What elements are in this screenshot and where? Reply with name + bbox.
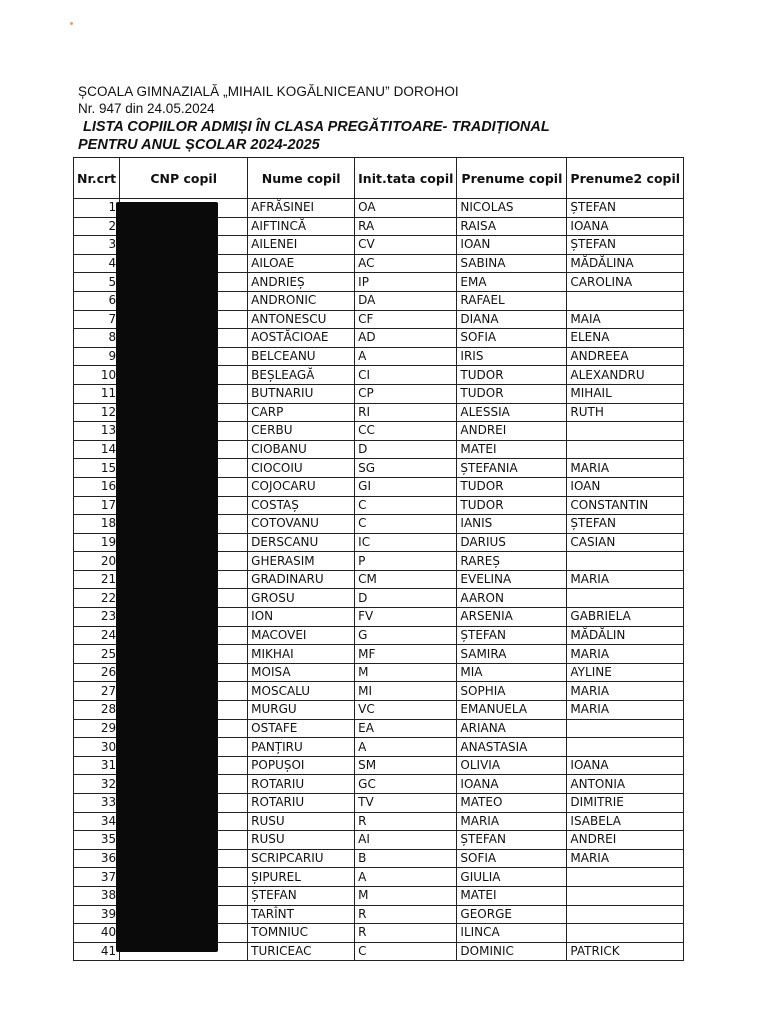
nume-cell: AOSTĂCIOAE — [248, 329, 355, 348]
init-tata-cell: G — [355, 626, 457, 645]
nr-cell: 8 — [74, 329, 120, 348]
prenume2-cell: IOANA — [567, 756, 684, 775]
prenume2-cell: MARIA — [567, 701, 684, 720]
prenume-cell: EMANUELA — [457, 701, 567, 720]
prenume2-cell: MARIA — [567, 645, 684, 664]
init-tata-cell: CI — [355, 366, 457, 385]
prenume2-cell: PATRICK — [567, 942, 684, 961]
nr-cell: 38 — [74, 886, 120, 905]
nr-cell: 21 — [74, 570, 120, 589]
nr-cell: 22 — [74, 589, 120, 608]
prenume2-cell — [567, 291, 684, 310]
init-tata-cell: R — [355, 905, 457, 924]
init-tata-cell: A — [355, 738, 457, 757]
nr-cell: 20 — [74, 552, 120, 571]
nr-cell: 10 — [74, 366, 120, 385]
init-tata-cell: R — [355, 924, 457, 943]
prenume2-cell: CASIAN — [567, 533, 684, 552]
prenume-cell: DOMINIC — [457, 942, 567, 961]
prenume-cell: TUDOR — [457, 477, 567, 496]
nume-cell: TARÎNT — [248, 905, 355, 924]
prenume-cell: ANDREI — [457, 422, 567, 441]
prenume-cell: IANIS — [457, 515, 567, 534]
init-tata-cell: IC — [355, 533, 457, 552]
nume-cell: GROSU — [248, 589, 355, 608]
nr-cell: 2 — [74, 217, 120, 236]
prenume2-cell — [567, 422, 684, 441]
nume-cell: ANTONESCU — [248, 310, 355, 329]
nume-cell: MIKHAI — [248, 645, 355, 664]
prenume2-cell: ELENA — [567, 329, 684, 348]
nr-cell: 7 — [74, 310, 120, 329]
init-tata-cell: GI — [355, 477, 457, 496]
nr-cell: 17 — [74, 496, 120, 515]
document-title-line2: PENTRU ANUL ȘCOLAR 2024-2025 — [78, 137, 320, 153]
init-tata-cell: A — [355, 347, 457, 366]
nr-cell: 24 — [74, 626, 120, 645]
nume-cell: ROTARIU — [248, 775, 355, 794]
nume-cell: OSTAFE — [248, 719, 355, 738]
init-tata-cell: SG — [355, 459, 457, 478]
nr-cell: 27 — [74, 682, 120, 701]
prenume2-cell: MARIA — [567, 570, 684, 589]
nume-cell: TOMNIUC — [248, 924, 355, 943]
nr-cell: 26 — [74, 663, 120, 682]
init-tata-cell: P — [355, 552, 457, 571]
prenume-cell: TUDOR — [457, 366, 567, 385]
prenume-cell: SOPHIA — [457, 682, 567, 701]
prenume-cell: OLIVIA — [457, 756, 567, 775]
nr-cell: 5 — [74, 273, 120, 292]
nr-cell: 14 — [74, 440, 120, 459]
prenume2-cell: IOAN — [567, 477, 684, 496]
init-tata-cell: CF — [355, 310, 457, 329]
prenume2-cell: ANDREEA — [567, 347, 684, 366]
nume-cell: CIOCOIU — [248, 459, 355, 478]
prenume2-cell — [567, 719, 684, 738]
prenume-cell: MATEO — [457, 794, 567, 813]
prenume2-cell — [567, 886, 684, 905]
prenume-cell: IRIS — [457, 347, 567, 366]
column-header-init-tata: Init.tata copil — [355, 158, 457, 199]
prenume-cell: EVELINA — [457, 570, 567, 589]
nume-cell: COJOCARU — [248, 477, 355, 496]
prenume-cell: TUDOR — [457, 384, 567, 403]
nume-cell: RUSU — [248, 812, 355, 831]
nume-cell: GHERASIM — [248, 552, 355, 571]
prenume2-cell — [567, 589, 684, 608]
nume-cell: ȘIPUREL — [248, 868, 355, 887]
prenume-cell: ALESSIA — [457, 403, 567, 422]
nume-cell: RUSU — [248, 831, 355, 850]
nr-cell: 25 — [74, 645, 120, 664]
init-tata-cell: MI — [355, 682, 457, 701]
column-header-prenume2: Prenume2 copil — [567, 158, 684, 199]
nume-cell: BEȘLEAGĂ — [248, 366, 355, 385]
init-tata-cell: FV — [355, 608, 457, 627]
nume-cell: BELCEANU — [248, 347, 355, 366]
init-tata-cell: D — [355, 589, 457, 608]
init-tata-cell: IP — [355, 273, 457, 292]
init-tata-cell: RI — [355, 403, 457, 422]
nume-cell: ION — [248, 608, 355, 627]
prenume-cell: AARON — [457, 589, 567, 608]
prenume2-cell: MĂDĂLIN — [567, 626, 684, 645]
column-header-prenume: Prenume copil — [457, 158, 567, 199]
column-header-nume: Nume copil — [248, 158, 355, 199]
prenume-cell: RAREȘ — [457, 552, 567, 571]
nume-cell: MOSCALU — [248, 682, 355, 701]
prenume2-cell: ȘTEFAN — [567, 515, 684, 534]
init-tata-cell: C — [355, 942, 457, 961]
prenume2-cell: ISABELA — [567, 812, 684, 831]
prenume2-cell: ALEXANDRU — [567, 366, 684, 385]
nr-cell: 13 — [74, 422, 120, 441]
prenume-cell: ARSENIA — [457, 608, 567, 627]
nr-cell: 37 — [74, 868, 120, 887]
paper-speck — [70, 22, 73, 25]
nr-cell: 31 — [74, 756, 120, 775]
prenume-cell: MATEI — [457, 440, 567, 459]
nume-cell: CERBU — [248, 422, 355, 441]
init-tata-cell: CP — [355, 384, 457, 403]
init-tata-cell: GC — [355, 775, 457, 794]
prenume-cell: SAMIRA — [457, 645, 567, 664]
nume-cell: COSTAȘ — [248, 496, 355, 515]
prenume2-cell — [567, 924, 684, 943]
prenume-cell: NICOLAS — [457, 199, 567, 218]
init-tata-cell: M — [355, 663, 457, 682]
prenume-cell: ILINCA — [457, 924, 567, 943]
nume-cell: BUTNARIU — [248, 384, 355, 403]
nr-cell: 39 — [74, 905, 120, 924]
nume-cell: POPUȘOI — [248, 756, 355, 775]
nume-cell: ROTARIU — [248, 794, 355, 813]
init-tata-cell: CC — [355, 422, 457, 441]
prenume2-cell: CAROLINA — [567, 273, 684, 292]
prenume-cell: MARIA — [457, 812, 567, 831]
nr-cell: 36 — [74, 849, 120, 868]
nume-cell: CIOBANU — [248, 440, 355, 459]
init-tata-cell: C — [355, 515, 457, 534]
nr-cell: 28 — [74, 701, 120, 720]
prenume2-cell — [567, 440, 684, 459]
registration-number: Nr. 947 din 24.05.2024 — [78, 101, 215, 116]
nume-cell: PANȚIRU — [248, 738, 355, 757]
nume-cell: GRADINARU — [248, 570, 355, 589]
nume-cell: MACOVEI — [248, 626, 355, 645]
nume-cell: MOISA — [248, 663, 355, 682]
prenume2-cell — [567, 738, 684, 757]
nr-cell: 1 — [74, 199, 120, 218]
nume-cell: SCRIPCARIU — [248, 849, 355, 868]
nume-cell: DERSCANU — [248, 533, 355, 552]
init-tata-cell: MF — [355, 645, 457, 664]
init-tata-cell: DA — [355, 291, 457, 310]
init-tata-cell: TV — [355, 794, 457, 813]
nr-cell: 32 — [74, 775, 120, 794]
prenume2-cell — [567, 868, 684, 887]
init-tata-cell: AI — [355, 831, 457, 850]
prenume-cell: TUDOR — [457, 496, 567, 515]
nume-cell: AFRĂSINEI — [248, 199, 355, 218]
prenume2-cell: MARIA — [567, 682, 684, 701]
prenume-cell: ARIANA — [457, 719, 567, 738]
prenume2-cell: MĂDĂLINA — [567, 254, 684, 273]
init-tata-cell: RA — [355, 217, 457, 236]
nr-cell: 3 — [74, 236, 120, 255]
init-tata-cell: CM — [355, 570, 457, 589]
prenume2-cell: ȘTEFAN — [567, 236, 684, 255]
init-tata-cell: AD — [355, 329, 457, 348]
nume-cell: AIFTINCĂ — [248, 217, 355, 236]
prenume-cell: SABINA — [457, 254, 567, 273]
init-tata-cell: M — [355, 886, 457, 905]
nr-cell: 34 — [74, 812, 120, 831]
prenume-cell: RAISA — [457, 217, 567, 236]
prenume-cell: SOFIA — [457, 329, 567, 348]
init-tata-cell: R — [355, 812, 457, 831]
nr-cell: 12 — [74, 403, 120, 422]
nume-cell: AILENEI — [248, 236, 355, 255]
nr-cell: 9 — [74, 347, 120, 366]
prenume2-cell: ANTONIA — [567, 775, 684, 794]
prenume2-cell: MARIA — [567, 849, 684, 868]
prenume2-cell: GABRIELA — [567, 608, 684, 627]
cnp-redaction-block — [116, 202, 218, 952]
prenume2-cell: DIMITRIE — [567, 794, 684, 813]
prenume-cell: ANASTASIA — [457, 738, 567, 757]
nr-cell: 18 — [74, 515, 120, 534]
nume-cell: COTOVANU — [248, 515, 355, 534]
prenume-cell: ȘTEFAN — [457, 626, 567, 645]
prenume-cell: ȘTEFAN — [457, 831, 567, 850]
prenume-cell: DIANA — [457, 310, 567, 329]
prenume-cell: ȘTEFANIA — [457, 459, 567, 478]
prenume2-cell: AYLINE — [567, 663, 684, 682]
nr-cell: 29 — [74, 719, 120, 738]
prenume-cell: IOANA — [457, 775, 567, 794]
nume-cell: MURGU — [248, 701, 355, 720]
prenume-cell: IOAN — [457, 236, 567, 255]
prenume2-cell: CONSTANTIN — [567, 496, 684, 515]
init-tata-cell: A — [355, 868, 457, 887]
nr-cell: 15 — [74, 459, 120, 478]
init-tata-cell: C — [355, 496, 457, 515]
prenume2-cell: MARIA — [567, 459, 684, 478]
prenume-cell: GEORGE — [457, 905, 567, 924]
nume-cell: TURICEAC — [248, 942, 355, 961]
nume-cell: ȘTEFAN — [248, 886, 355, 905]
init-tata-cell: VC — [355, 701, 457, 720]
prenume-cell: GIULIA — [457, 868, 567, 887]
prenume-cell: EMA — [457, 273, 567, 292]
prenume-cell: RAFAEL — [457, 291, 567, 310]
prenume2-cell — [567, 552, 684, 571]
prenume-cell: SOFIA — [457, 849, 567, 868]
nr-cell: 6 — [74, 291, 120, 310]
nume-cell: ANDRONIC — [248, 291, 355, 310]
init-tata-cell: EA — [355, 719, 457, 738]
prenume-cell: DARIUS — [457, 533, 567, 552]
nume-cell: ANDRIEȘ — [248, 273, 355, 292]
init-tata-cell: OA — [355, 199, 457, 218]
nr-cell: 33 — [74, 794, 120, 813]
init-tata-cell: B — [355, 849, 457, 868]
nr-cell: 41 — [74, 942, 120, 961]
prenume-cell: MIA — [457, 663, 567, 682]
init-tata-cell: D — [355, 440, 457, 459]
prenume2-cell: IOANA — [567, 217, 684, 236]
nr-cell: 19 — [74, 533, 120, 552]
column-header-nr: Nr.crt — [74, 158, 120, 199]
nr-cell: 11 — [74, 384, 120, 403]
nr-cell: 4 — [74, 254, 120, 273]
column-header-cnp: CNP copil — [120, 158, 248, 199]
prenume2-cell: MIHAIL — [567, 384, 684, 403]
prenume-cell: MATEI — [457, 886, 567, 905]
table-header-row — [74, 158, 684, 199]
nr-cell: 30 — [74, 738, 120, 757]
prenume2-cell: ȘTEFAN — [567, 199, 684, 218]
prenume2-cell: ANDREI — [567, 831, 684, 850]
nr-cell: 16 — [74, 477, 120, 496]
nume-cell: CARP — [248, 403, 355, 422]
nr-cell: 35 — [74, 831, 120, 850]
init-tata-cell: SM — [355, 756, 457, 775]
prenume2-cell — [567, 905, 684, 924]
prenume2-cell: RUTH — [567, 403, 684, 422]
school-name: ȘCOALA GIMNAZIALĂ „MIHAIL KOGĂLNICEANU” DOROHOI — [78, 84, 459, 99]
document-title-line1: LISTA COPIILOR ADMIȘI ÎN CLASA PREGĂTITOARE- TRADIȚIONAL — [83, 119, 550, 135]
nr-cell: 23 — [74, 608, 120, 627]
nume-cell: AILOAE — [248, 254, 355, 273]
prenume2-cell: MAIA — [567, 310, 684, 329]
init-tata-cell: AC — [355, 254, 457, 273]
nr-cell: 40 — [74, 924, 120, 943]
init-tata-cell: CV — [355, 236, 457, 255]
